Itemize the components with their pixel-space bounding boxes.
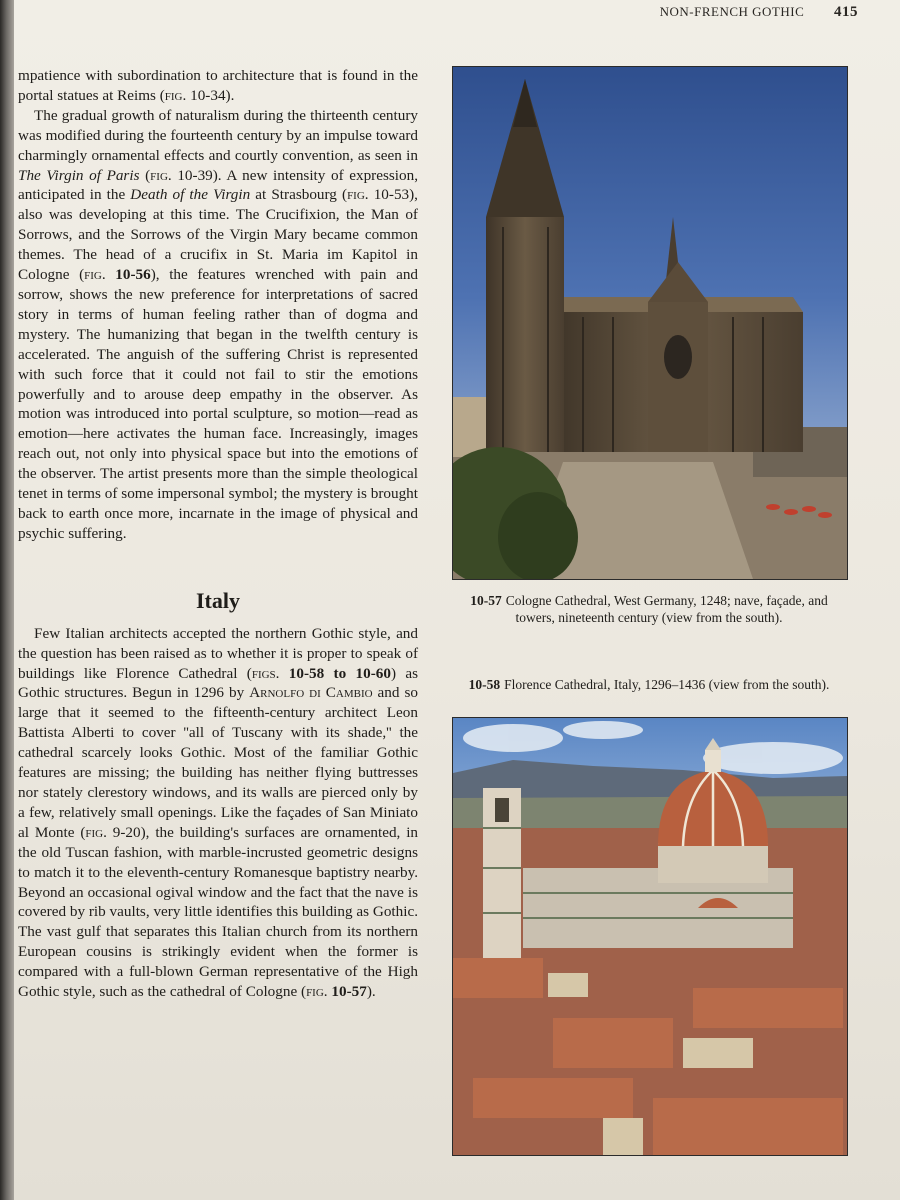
figure-number: 10-58	[468, 677, 501, 692]
architect-name: Arnolfo di Cambio	[249, 684, 373, 702]
fig-label: fig.	[85, 823, 107, 841]
artwork-title: The Virgin of Paris	[18, 166, 140, 184]
text-run: 10-53), also was developing at this time. The Crucifixion, the Man of Sorrows, and the Sorrows of the Virgin Mary became common themes. The head of a crucifix in St. Maria im Kapitol in Cologne (	[18, 186, 418, 284]
text-run: mpatience with subordination to architecture that is found in the portal statues at Reims (	[18, 67, 418, 104]
fig-label: fig.	[306, 983, 328, 1001]
fig-label: fig.	[84, 266, 106, 284]
text-run: at Strasbourg (	[250, 186, 348, 204]
fig-label: fig.	[164, 86, 187, 104]
paragraph-italy	[18, 624, 418, 1002]
fig-label: figs.	[251, 664, 280, 682]
figure-reference: 10-58 to 10-60	[288, 664, 391, 682]
figure-caption-cologne	[452, 592, 846, 626]
fig-label: fig.	[347, 186, 369, 204]
body-text-column	[18, 66, 418, 1002]
figure-caption-florence	[452, 676, 846, 693]
text-run: ).	[366, 983, 376, 1001]
text-run: The gradual growth of naturalism during the thirteenth century was modified during the fourteenth century by an impulse toward charmingly ornamental effects and courtly convention, as seen in	[18, 106, 418, 164]
text-run: 9-20), the building's surfaces are ornamented, in the old Tuscan fashion, with marble-incrusted geometric designs to match it to the eleventh-century Romanesque baptistry nearby. Beyond an occasional ogival window and the fact that the nave is covered by rib vaults, very little identifies this building as Gothic. The vast gulf that separates this Italian church from its northern European cousins is strikingly evident when the former is compared with a full-blown German representative of the High Gothic style, such as the cathedral of Cologne (	[18, 823, 419, 1001]
figure-reference: 10-57	[331, 983, 367, 1001]
text-run: (	[139, 166, 151, 184]
florence-cathedral-photo	[452, 717, 848, 1156]
book-page	[14, 0, 900, 1200]
caption-text: Florence Cathedral, Italy, 1296–1436 (view from the south).	[504, 677, 830, 692]
running-head-section: NON-FRENCH GOTHIC	[659, 4, 805, 19]
fig-label: fig.	[150, 166, 172, 184]
florence-cathedral-illustration	[453, 718, 847, 1155]
figure-number: 10-57	[470, 593, 502, 608]
text-run: ) as Gothic structures. Begun in 1296 by	[18, 664, 418, 702]
text-run: 10-39). A new intensity of expression, anticipated in the	[18, 166, 418, 204]
figure-reference: 10-56	[115, 266, 151, 284]
page-number: 415	[834, 4, 858, 20]
text-run: and so large that it seemed to the fifteenth-century architect Leon Battista Alberti to cover ''all of Tuscany with its shade,'' the cathedral scarcely looks Gothic. Most of the familiar Gothic features are missing; the building has neither flying buttresses nor stately clerestory windows, and its walls are pierced only by a few, relatively small openings. Like the façades of San Miniato al Monte (	[18, 684, 418, 841]
artwork-title: Death of the Virgin	[130, 186, 251, 204]
text-run: Few Italian architects accepted the northern Gothic style, and the question has been raised as to whether it is proper to speak of buildings like Florence Cathedral (	[18, 624, 418, 682]
caption-text: Cologne Cathedral, West Germany, 1248; nave, façade, and towers, nineteenth century (view from the south).	[505, 593, 828, 625]
cologne-cathedral-photo	[452, 66, 848, 580]
paragraph-naturalism	[18, 106, 418, 544]
text-run: ), the features wrenched with pain and sorrow, shows the new preference for interpretations of sacred story in terms of human feeling rather than of dogma and mystery. The humanizing that began in the twelfth century is accelerated. The anguish of the suffering Christ is represented with such force that it could not fail to stir the emotions powerfully and to arouse deep empathy in the observer. As motion was introduced into portal sculpture, so motion—read as emotion—here activates the human face. Increasingly, images reach out, not only into physical space but into the emotions of the observer. The artist presents more than the simple theological tenet in terms of some impersonal symbol; the mystery is brought back to earth once more, incarnate in the image of physical and psychic suffering.	[18, 266, 419, 542]
running-head	[660, 4, 858, 21]
paragraph-reims	[18, 66, 418, 106]
section-heading-italy: Italy	[196, 587, 240, 613]
cologne-cathedral-illustration	[453, 67, 847, 579]
text-run: 10-34).	[186, 86, 235, 104]
